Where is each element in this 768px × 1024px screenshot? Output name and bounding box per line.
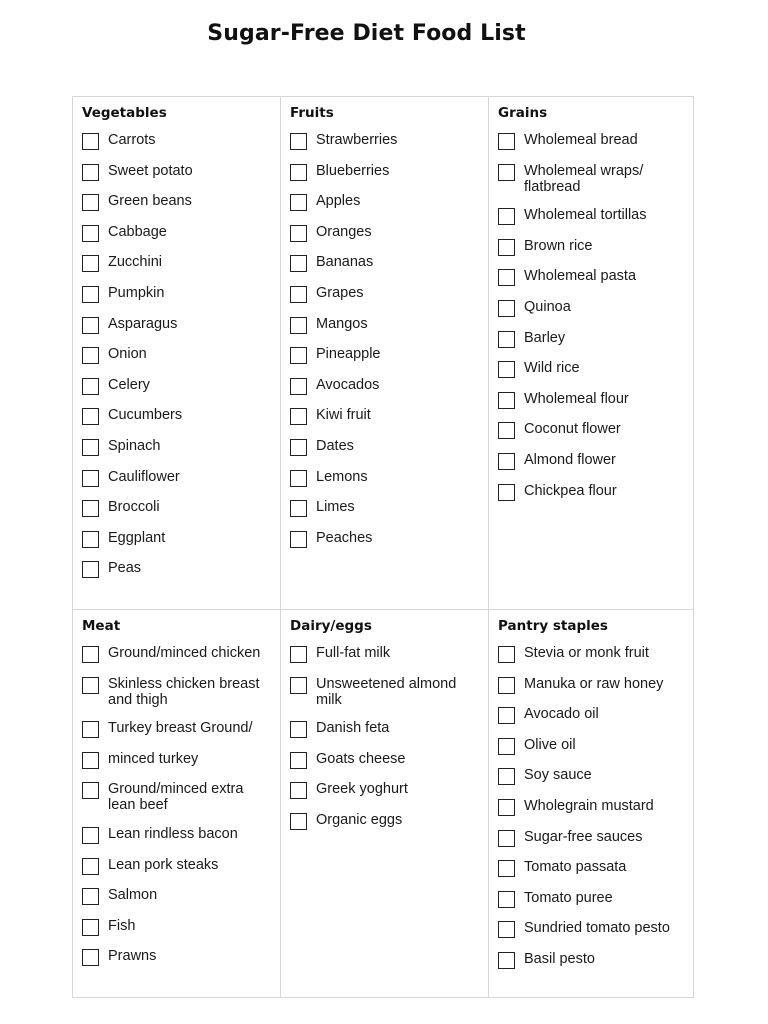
checkbox[interactable]	[498, 646, 515, 663]
item-list	[82, 645, 280, 966]
checklist-item	[82, 469, 280, 487]
item-label: Celery	[108, 376, 150, 393]
item-label: Salmon	[108, 887, 158, 904]
checkbox[interactable]	[82, 347, 99, 364]
checkbox[interactable]	[498, 208, 515, 225]
checkbox[interactable]	[498, 453, 515, 470]
item-label: Basil pesto	[524, 950, 595, 967]
food-list-grid	[72, 96, 694, 998]
checklist-item	[82, 224, 280, 242]
section-vegetables	[73, 97, 281, 610]
item-label: Organic eggs	[316, 811, 403, 828]
checkbox[interactable]	[290, 813, 307, 830]
checkbox[interactable]	[82, 782, 99, 799]
checklist-item	[290, 645, 488, 663]
item-label: Sundried tomato pesto	[524, 920, 670, 937]
item-list	[290, 645, 488, 830]
checkbox[interactable]	[82, 286, 99, 303]
item-label: Zucchini	[108, 254, 162, 271]
checklist-item	[290, 751, 488, 769]
checklist-item	[82, 499, 280, 517]
checklist-item	[498, 391, 693, 409]
item-label: Barley	[524, 329, 566, 346]
checklist-item	[82, 887, 280, 905]
checkbox[interactable]	[498, 422, 515, 439]
item-label: Brown rice	[524, 237, 593, 254]
checklist-item	[82, 781, 280, 813]
item-label: Wholemeal flour	[524, 390, 629, 407]
checkbox[interactable]	[82, 561, 99, 578]
section-heading: Vegetables	[82, 105, 167, 121]
checkbox[interactable]	[290, 470, 307, 487]
checkbox[interactable]	[498, 269, 515, 286]
checkbox[interactable]	[82, 470, 99, 487]
checkbox[interactable]	[82, 408, 99, 425]
item-label: Strawberries	[316, 132, 398, 148]
item-list	[498, 132, 693, 501]
item-label: Bananas	[316, 254, 374, 271]
checklist-item	[498, 268, 693, 286]
checklist-item	[290, 438, 488, 456]
item-label: Turkey breast Ground/	[108, 720, 253, 737]
checklist-item	[498, 238, 693, 256]
checklist-item	[290, 193, 488, 211]
checkbox[interactable]	[498, 392, 515, 409]
checkbox[interactable]	[290, 500, 307, 517]
item-label: Coconut flower	[524, 421, 621, 438]
checkbox[interactable]	[498, 677, 515, 694]
item-label: Full-fat milk	[316, 645, 391, 661]
checklist-item	[290, 346, 488, 364]
checklist-item	[82, 918, 280, 936]
checkbox[interactable]	[82, 827, 99, 844]
checklist-item	[82, 720, 280, 738]
section-heading: Fruits	[290, 105, 334, 121]
item-label: Pineapple	[316, 346, 381, 363]
item-label: Greek yoghurt	[316, 781, 408, 798]
checklist-item	[82, 751, 280, 769]
section-meat	[73, 610, 281, 997]
checkbox[interactable]	[290, 317, 307, 334]
checklist-item	[498, 452, 693, 470]
checkbox[interactable]	[290, 646, 307, 663]
item-label: Soy sauce	[524, 767, 592, 784]
checkbox[interactable]	[498, 891, 515, 908]
checklist-item	[82, 530, 280, 548]
item-label: Fish	[108, 917, 136, 934]
item-label: Tomato passata	[524, 859, 627, 876]
checklist-item	[498, 360, 693, 378]
item-label: minced turkey	[108, 750, 199, 767]
checkbox[interactable]	[290, 133, 307, 150]
checklist-item	[290, 407, 488, 425]
checkbox[interactable]	[498, 239, 515, 256]
checklist-item	[498, 299, 693, 317]
item-label: Peaches	[316, 529, 373, 546]
checkbox[interactable]	[82, 133, 99, 150]
item-list	[498, 645, 693, 969]
item-label: Apples	[316, 193, 361, 210]
item-label: Sweet potato	[108, 162, 193, 179]
item-label: Danish feta	[316, 720, 390, 737]
checklist-item	[82, 346, 280, 364]
section-heading: Meat	[82, 618, 121, 634]
checklist-item	[498, 676, 693, 694]
item-label: Eggplant	[108, 529, 166, 546]
checkbox[interactable]	[498, 830, 515, 847]
checklist-item	[290, 285, 488, 303]
item-label: Stevia or monk fruit	[524, 645, 649, 661]
item-list	[82, 132, 280, 578]
item-label: Wholemeal bread	[524, 132, 638, 148]
section-dairy-eggs	[281, 610, 489, 997]
item-label: Oranges	[316, 223, 372, 240]
checklist-item	[498, 330, 693, 348]
checkbox[interactable]	[290, 164, 307, 181]
checklist-item	[82, 857, 280, 875]
checkbox[interactable]	[82, 752, 99, 769]
checkbox[interactable]	[498, 952, 515, 969]
checkbox[interactable]	[498, 738, 515, 755]
checklist-item	[82, 132, 280, 150]
checklist-item	[498, 767, 693, 785]
checkbox[interactable]	[290, 378, 307, 395]
checkbox[interactable]	[82, 949, 99, 966]
checklist-item	[82, 407, 280, 425]
item-label: Kiwi fruit	[316, 407, 371, 424]
checkbox[interactable]	[290, 408, 307, 425]
section-heading: Grains	[498, 105, 548, 121]
item-label: Lemons	[316, 468, 368, 485]
checkbox[interactable]	[290, 225, 307, 242]
page-title: Sugar-Free Diet Food List	[207, 21, 526, 46]
checklist-item	[290, 781, 488, 799]
section-heading: Dairy/eggs	[290, 618, 372, 634]
item-label: Dates	[316, 437, 354, 454]
checkbox[interactable]	[82, 888, 99, 905]
item-label: Chickpea flour	[524, 482, 617, 499]
checkbox[interactable]	[290, 531, 307, 548]
item-label: Avocados	[316, 376, 380, 393]
item-label: Ground/minced extra lean beef	[108, 781, 244, 814]
checklist-item	[82, 377, 280, 395]
checkbox[interactable]	[82, 164, 99, 181]
item-label: Sugar-free sauces	[524, 828, 643, 845]
checkbox[interactable]	[82, 858, 99, 875]
checkbox[interactable]	[498, 707, 515, 724]
item-label: Spinach	[108, 437, 161, 454]
item-label: Wholemeal pasta	[524, 268, 637, 285]
checklist-item	[290, 676, 488, 708]
checklist-item	[498, 645, 693, 663]
checkbox[interactable]	[498, 768, 515, 785]
checkbox[interactable]	[82, 500, 99, 517]
item-label: Avocado oil	[524, 706, 599, 723]
checkbox[interactable]	[82, 531, 99, 548]
checklist-item	[498, 132, 693, 150]
checkbox[interactable]	[498, 799, 515, 816]
checkbox[interactable]	[290, 782, 307, 799]
checklist-item	[290, 132, 488, 150]
checklist-item	[82, 438, 280, 456]
section-fruits	[281, 97, 489, 610]
checklist-item	[498, 737, 693, 755]
checklist-item	[82, 316, 280, 334]
checkbox[interactable]	[82, 439, 99, 456]
checklist-item	[82, 645, 280, 663]
item-label: Lean rindless bacon	[108, 825, 238, 842]
checkbox[interactable]	[82, 677, 99, 694]
item-label: Mangos	[316, 315, 368, 332]
checkbox[interactable]	[290, 286, 307, 303]
item-label: Manuka or raw honey	[524, 675, 664, 692]
checkbox[interactable]	[498, 164, 515, 181]
checkbox[interactable]	[82, 919, 99, 936]
checklist-item	[290, 377, 488, 395]
item-label: Wholemeal wraps/ flatbread	[524, 162, 644, 195]
checkbox[interactable]	[82, 317, 99, 334]
item-label: Pumpkin	[108, 284, 165, 301]
item-label: Cabbage	[108, 223, 167, 240]
checklist-item	[290, 469, 488, 487]
checklist-item	[290, 812, 488, 830]
checkbox[interactable]	[82, 378, 99, 395]
item-list	[290, 132, 488, 548]
checklist-item	[498, 163, 693, 195]
checkbox[interactable]	[290, 439, 307, 456]
checklist-item	[82, 826, 280, 844]
checkbox[interactable]	[498, 484, 515, 501]
item-label: Wholemeal tortillas	[524, 207, 647, 224]
checkbox[interactable]	[290, 677, 307, 694]
checklist-item	[498, 951, 693, 969]
checklist-item	[290, 530, 488, 548]
item-label: Green beans	[108, 193, 192, 210]
item-label: Peas	[108, 560, 142, 577]
item-label: Blueberries	[316, 162, 390, 179]
checkbox[interactable]	[82, 225, 99, 242]
checklist-item	[82, 193, 280, 211]
section-heading: Pantry staples	[498, 618, 608, 634]
checkbox[interactable]	[498, 361, 515, 378]
checklist-item	[82, 676, 280, 708]
checklist-item	[290, 163, 488, 181]
checklist-item	[498, 798, 693, 816]
item-label: Onion	[108, 346, 147, 363]
checklist-item	[290, 316, 488, 334]
checklist-item	[498, 706, 693, 724]
item-label: Cauliflower	[108, 468, 180, 485]
item-label: Limes	[316, 499, 355, 516]
checklist-item	[498, 859, 693, 877]
checkbox[interactable]	[498, 921, 515, 938]
item-label: Wild rice	[524, 360, 580, 377]
checklist-item	[498, 207, 693, 225]
checklist-item	[290, 224, 488, 242]
checklist-item	[82, 163, 280, 181]
checklist-item	[82, 948, 280, 966]
checklist-item	[290, 499, 488, 517]
item-label: Ground/minced chicken	[108, 645, 261, 661]
checkbox[interactable]	[82, 194, 99, 211]
item-label: Wholegrain mustard	[524, 797, 654, 814]
item-label: Prawns	[108, 948, 157, 965]
checklist-item	[290, 254, 488, 272]
item-label: Lean pork steaks	[108, 856, 219, 873]
checklist-item	[498, 421, 693, 439]
section-pantry-staples	[489, 610, 693, 997]
item-label: Almond flower	[524, 451, 616, 468]
checkbox[interactable]	[290, 255, 307, 272]
checklist-item	[498, 829, 693, 847]
checkbox[interactable]	[82, 646, 99, 663]
checkbox[interactable]	[290, 347, 307, 364]
item-label: Cucumbers	[108, 407, 183, 424]
item-label: Grapes	[316, 284, 364, 301]
checklist-item	[82, 560, 280, 578]
item-label: Unsweetened almond milk	[316, 675, 457, 708]
checkbox[interactable]	[82, 721, 99, 738]
checkbox[interactable]	[498, 133, 515, 150]
checklist-item	[82, 285, 280, 303]
item-label: Quinoa	[524, 298, 571, 315]
item-label: Tomato puree	[524, 889, 613, 906]
checkbox[interactable]	[290, 752, 307, 769]
checkbox[interactable]	[290, 194, 307, 211]
checklist-item	[498, 890, 693, 908]
checklist-item	[290, 720, 488, 738]
item-label: Olive oil	[524, 736, 576, 753]
checkbox[interactable]	[498, 300, 515, 317]
checklist-item	[498, 483, 693, 501]
item-label: Carrots	[108, 132, 156, 148]
item-label: Skinless chicken breast and thigh	[108, 675, 260, 708]
checklist-item	[82, 254, 280, 272]
checkbox[interactable]	[498, 331, 515, 348]
checkbox[interactable]	[290, 721, 307, 738]
checklist-item	[498, 920, 693, 938]
item-label: Goats cheese	[316, 750, 406, 767]
checkbox[interactable]	[498, 860, 515, 877]
item-label: Broccoli	[108, 499, 160, 516]
section-grains	[489, 97, 693, 610]
item-label: Asparagus	[108, 315, 178, 332]
checkbox[interactable]	[82, 255, 99, 272]
